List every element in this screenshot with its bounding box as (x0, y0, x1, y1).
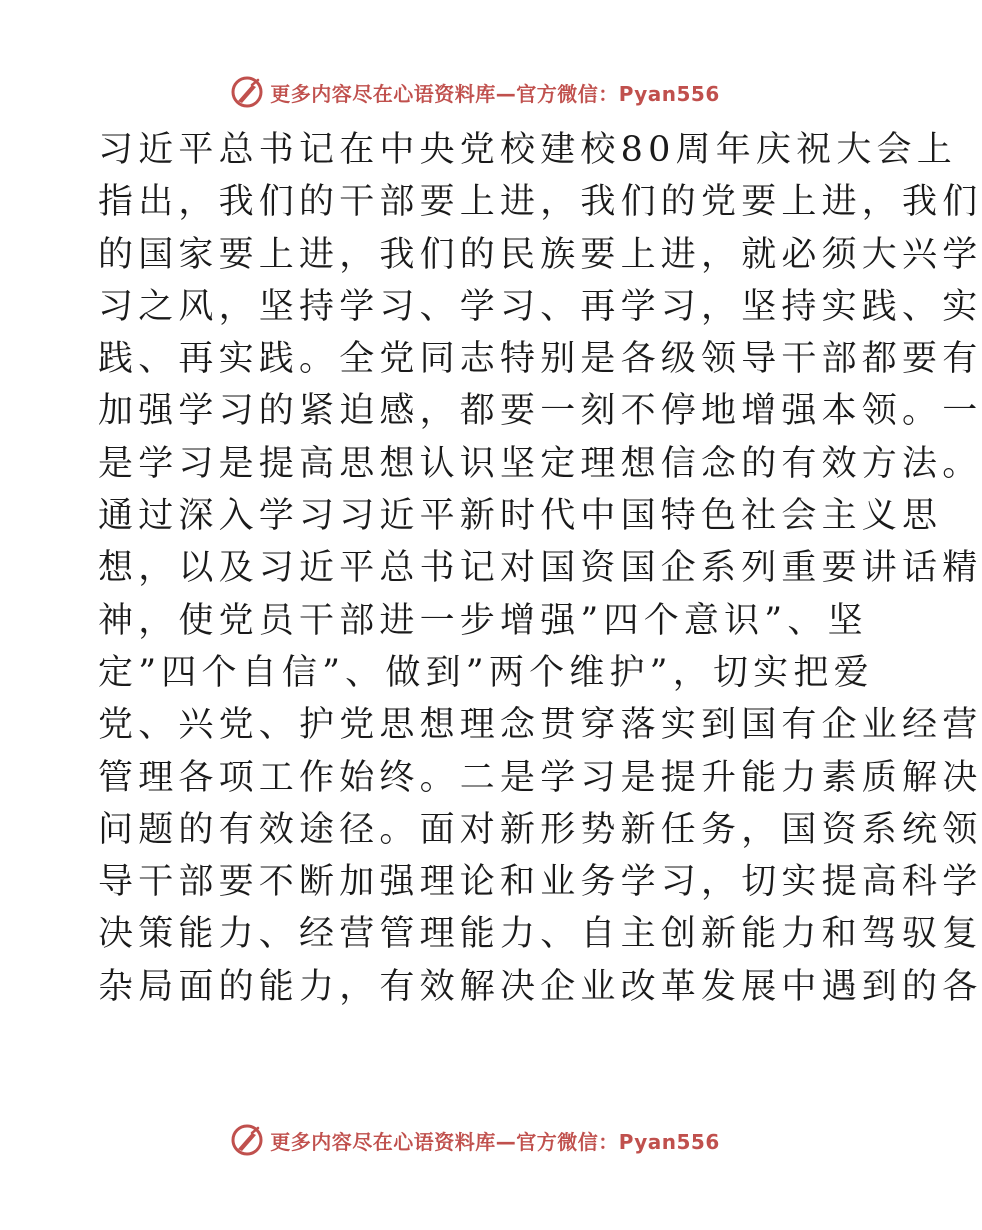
body-line: 管理各项工作始终。二是学习是提升能力素质解决 (98, 757, 982, 798)
header-banner (0, 72, 950, 112)
body-line: 习近平总书记在中央党校建校80周年庆祝大会上 (98, 130, 957, 170)
body-line: 问题的有效途径。面对新形势新任务，国资系统领 (98, 809, 982, 850)
footer-banner-text: 更多内容尽在心语资料库—官方微信：Pyan556 (270, 1129, 720, 1154)
body-line: 杂局面的能力，有效解决企业改革发展中遇到的各 (98, 966, 982, 1007)
body-line: 想，以及习近平总书记对国资国企系列重要讲话精 (98, 548, 982, 589)
footer-banner (0, 1120, 950, 1160)
body-line: 加强学习的紧迫感，都要一刻不停地增强本领。一 (98, 391, 982, 432)
body-line: 神，使党员干部进一步增强”四个意识”、坚 (98, 600, 868, 641)
body-line: 通过深入学习习近平新时代中国特色社会主义思 (98, 496, 943, 537)
body-line: 指出，我们的干部要上进，我们的党要上进，我们 (98, 182, 982, 223)
quill-pen-logo-icon (230, 1123, 264, 1157)
body-line: 的国家要上进，我们的民族要上进，就必须大兴学 (98, 234, 982, 275)
body-line: 定”四个自信”、做到”两个维护”，切实把爱 (98, 652, 874, 693)
quill-pen-logo-icon (230, 75, 264, 109)
body-line: 党、兴党、护党思想理念贯穿落实到国有企业经营 (98, 705, 982, 746)
body-line: 习之风，坚持学习、学习、再学习，坚持实践、实 (98, 286, 982, 327)
body-line: 导干部要不断加强理论和业务学习，切实提高科学 (98, 862, 982, 903)
header-banner-text: 更多内容尽在心语资料库—官方微信：Pyan556 (270, 81, 720, 106)
document-body (98, 124, 982, 1013)
body-line: 是学习是提高思想认识坚定理想信念的有效方法。 (98, 443, 982, 484)
body-line: 决策能力、经营管理能力、自主创新能力和驾驭复 (98, 914, 982, 955)
body-line: 践、再实践。全党同志特别是各级领导干部都要有 (98, 339, 982, 380)
